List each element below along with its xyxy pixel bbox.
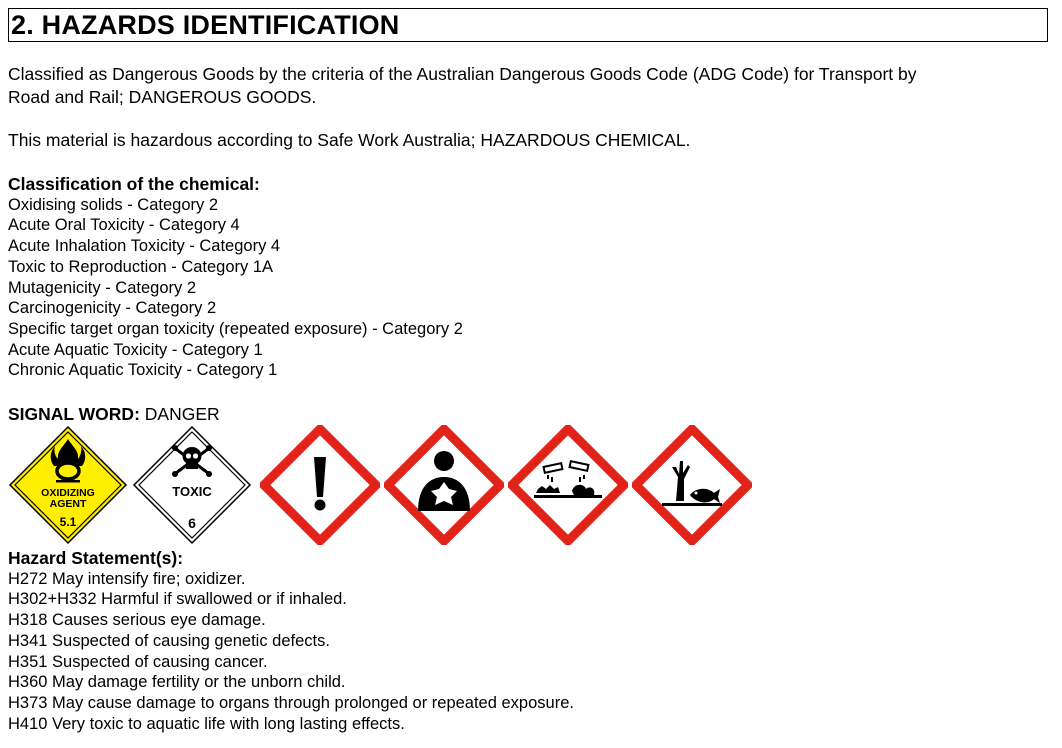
environment-pictogram	[632, 425, 752, 545]
list-item: Specific target organ toxicity (repeated exposure) - Category 2	[8, 319, 463, 338]
list-item: H341 Suspected of causing genetic defects.	[8, 631, 330, 650]
hazard-statements-heading: Hazard Statement(s):	[8, 548, 184, 568]
oxidizing-label-2: AGENT	[49, 498, 87, 510]
safe-work-australia-text: This material is hazardous according to Safe Work Australia; HAZARDOUS CHEMICAL.	[8, 130, 691, 150]
list-item: Chronic Aquatic Toxicity - Category 1	[8, 361, 278, 380]
toxic-pictogram	[132, 425, 252, 545]
adg-classification-text	[8, 63, 1056, 109]
list-item: H351 Suspected of causing cancer.	[8, 652, 268, 671]
hazard-statements-block	[8, 548, 574, 734]
corrosion-pictogram	[508, 425, 628, 545]
list-item: H302+H332 Harmful if swallowed or if inhaled.	[8, 590, 347, 609]
list-item: H318 Causes serious eye damage.	[8, 611, 266, 630]
list-item: H373 May cause damage to organs through prolonged or repeated exposure.	[8, 693, 574, 712]
list-item: H360 May damage fertility or the unborn child.	[8, 673, 346, 692]
oxidizing-agent-pictogram	[8, 425, 128, 545]
signal-word	[8, 403, 220, 425]
signal-word-label: SIGNAL WORD:	[8, 404, 140, 424]
exclamation-mark-pictogram	[260, 425, 380, 545]
oxidizing-class-number: 5.1	[59, 515, 77, 529]
list-item: Carcinogenicity - Category 2	[8, 299, 217, 318]
list-item: Oxidising solids - Category 2	[8, 195, 219, 214]
list-item: Acute Aquatic Toxicity - Category 1	[8, 340, 263, 359]
list-item: Acute Inhalation Toxicity - Category 4	[8, 237, 281, 256]
list-item: Toxic to Reproduction - Category 1A	[8, 257, 274, 276]
list-item: Mutagenicity - Category 2	[8, 278, 197, 297]
toxic-class-number: 6	[188, 515, 196, 531]
classification-block	[8, 174, 463, 381]
list-item: H410 Very toxic to aquatic life with long lasting effects.	[8, 714, 405, 733]
adg-line-2: Road and Rail; DANGEROUS GOODS.	[8, 87, 317, 107]
adg-line-1: Classified as Dangerous Goods by the criteria of the Australian Dangerous Goods Code (ADG Code) for Transport by	[8, 64, 917, 84]
pictogram-row	[8, 425, 768, 545]
toxic-label: TOXIC	[172, 484, 212, 499]
list-item: H272 May intensify fire; oxidizer.	[8, 569, 246, 588]
health-hazard-pictogram	[384, 425, 504, 545]
oxidizing-label-1: OXIDIZING	[41, 487, 95, 499]
classification-heading: Classification of the chemical:	[8, 174, 260, 194]
section-title: 2. HAZARDS IDENTIFICATION	[8, 8, 1048, 42]
signal-word-value: DANGER	[144, 404, 220, 424]
list-item: Acute Oral Toxicity - Category 4	[8, 216, 240, 235]
